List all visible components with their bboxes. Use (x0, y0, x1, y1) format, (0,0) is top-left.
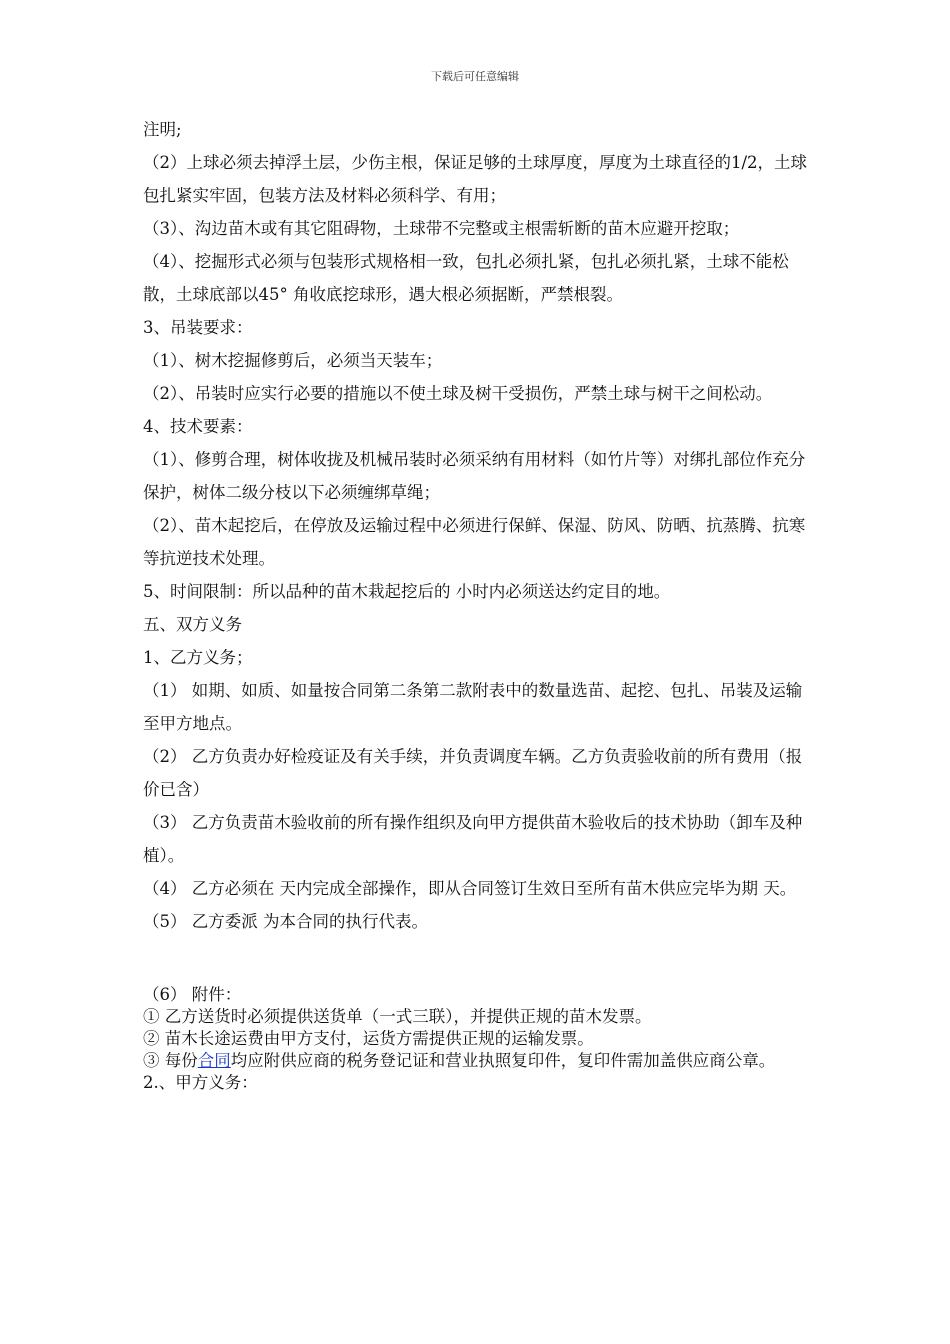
contract-link[interactable]: 合同 (197, 1051, 231, 1070)
paragraph: （2）、吊装时应实行必要的措施以不使土球及树干受损伤，严禁土球与树干之间松动。 (143, 384, 773, 403)
section-heading: 3、吊装要求： (143, 318, 253, 337)
document-body (143, 113, 811, 1094)
paragraph: （2）、苗木起挖后，在停放及运输过程中必须进行保鲜、保湿、防风、防晒、抗蒸腾、抗寒等抗逆技术处理。 (143, 516, 806, 568)
paragraph: 注明; (143, 120, 182, 139)
section-heading: 4、技术要素： (143, 417, 253, 436)
attachment-item: ① 乙方送货时必须提供送货单（一式三联），并提供正规的苗木发票。 (143, 1007, 652, 1026)
section-heading: 2.、甲方义务： (143, 1073, 258, 1092)
paragraph: （2） 乙方负责办好检疫证及有关手续，并负责调度车辆。乙方负责验收前的所有费用（报价已含） (143, 747, 803, 799)
section-heading: 五、双方义务 (143, 615, 242, 634)
paragraph: （3）、沟边苗木或有其它阻碍物，土球带不完整或主根需斩断的苗木应避开挖取； (143, 219, 740, 238)
paragraph: （1）、树木挖掘修剪后，必须当天装车； (143, 351, 443, 370)
paragraph: （4） 乙方必须在 天内完成全部操作，即从合同签订生效日至所有苗木供应完毕为期 天。 (143, 879, 797, 898)
page-header: 下载后可任意编辑 (431, 70, 519, 83)
paragraph: （1）、修剪合理，树体收拢及机械吊装时必须采纳有用材料（如竹片等）对绑扎部位作充分保护，树体二级分枝以下必须缠绑草绳； (143, 450, 806, 502)
spacer (143, 938, 811, 984)
attachment-item: ② 苗木长途运费由甲方支付，运货方需提供正规的运输发票。 (143, 1029, 594, 1048)
attachment-item-text: 均应附供应商的税务登记证和营业执照复印件，复印件需加盖供应商公章。 (230, 1051, 776, 1070)
attachment-title: （6） 附件： (143, 985, 242, 1004)
paragraph: 5、时间限制：所以品种的苗木栽起挖后的 小时内必须送达约定目的地。 (143, 582, 671, 601)
paragraph: （2）上球必须去掉浮土层，少伤主根，保证足够的土球厚度，厚度为土球直径的1/2，土球包扎紧实牢固，包装方法及材料必须科学、有用； (143, 153, 808, 205)
attachment-item (143, 1050, 811, 1072)
paragraph: （4）、挖掘形式必须与包装形式规格相一致，包扎必须扎紧，包扎必须扎紧，土球不能松散，土球底部以45° 角收底挖球形，遇大根必须据断，严禁根裂。 (143, 252, 789, 304)
paragraph: （5） 乙方委派 为本合同的执行代表。 (143, 912, 428, 931)
section-heading: 1、乙方义务； (143, 648, 253, 667)
attachment-item-text: ③ 每份 (143, 1051, 198, 1070)
paragraph: （1） 如期、如质、如量按合同第二条第二款附表中的数量选苗、起挖、包扎、吊装及运输至甲方地点。 (143, 681, 803, 733)
paragraph: （3） 乙方负责苗木验收前的所有操作组织及向甲方提供苗木验收后的技术协助（卸车及种植）。 (143, 813, 803, 865)
